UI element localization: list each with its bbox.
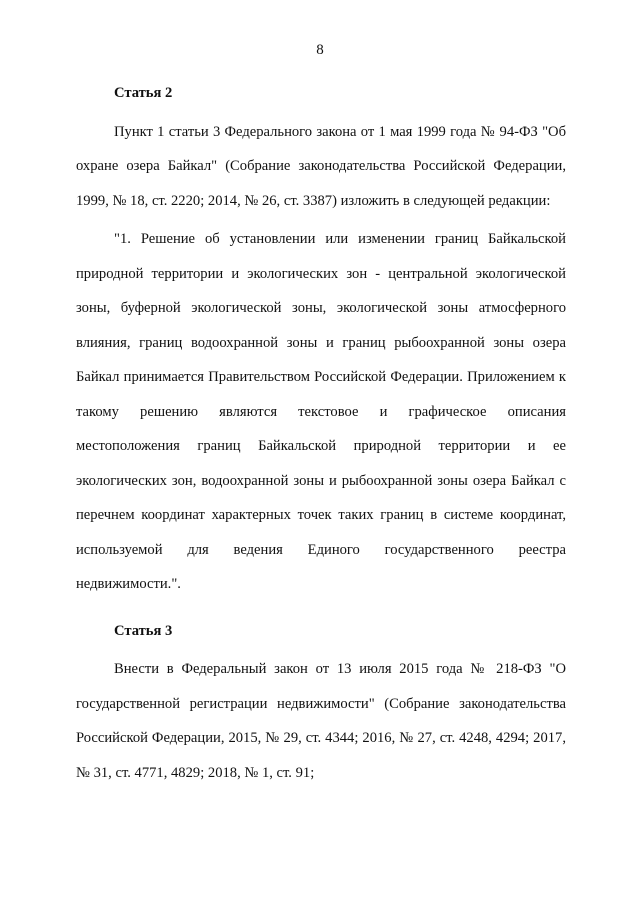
article-2-heading: Статья 2 [114,85,173,101]
article-2-quoted-text: "1. Решение об установлении или изменении границ Байкальской природной территории и экологических зон - центральной экологической зоны, буферной экологической зоны, экологической зоны атмосферного влияния, границ водоохранной зоны и границ рыбоохранной зоны озера Байкал принимается Правительством Российской Федерации. Приложением к такому решению являются текстовое и графическое описания местоположения границ Байкальской природной территории и ее экологических зон, водоохранной зоны и рыбоохранной зоны озера Байкал с перечнем координат характерных точек таких границ в системе координат, используемой для ведения Единого государственного реестра недвижимости.". [76,231,566,592]
page-number: 8 [316,42,324,58]
spacer [76,602,566,614]
document-content [76,76,566,790]
article-3-text: Внести в Федеральный закон от 13 июля 2015 года № 218-ФЗ "О государственной регистрации недвижимости" (Собрание законодательства Российской Федерации, 2015, № 29, ст. 4344; 2016, № 27, ст. 4248, 4294; 2017, № 31, ст. 4771, 4829; 2018, № 1, ст. 91; [76,661,566,781]
article-2-intro: Пункт 1 статьи 3 Федерального закона от 1 мая 1999 года № 94-ФЗ "Об охране озера Байкал" (Собрание законодательства Российской Федерации, 1999, № 18, ст. 2220; 2014, № 26, ст. 3387) изложить в следующей редакции: [76,123,566,209]
article-3-heading: Статья 3 [114,622,173,639]
